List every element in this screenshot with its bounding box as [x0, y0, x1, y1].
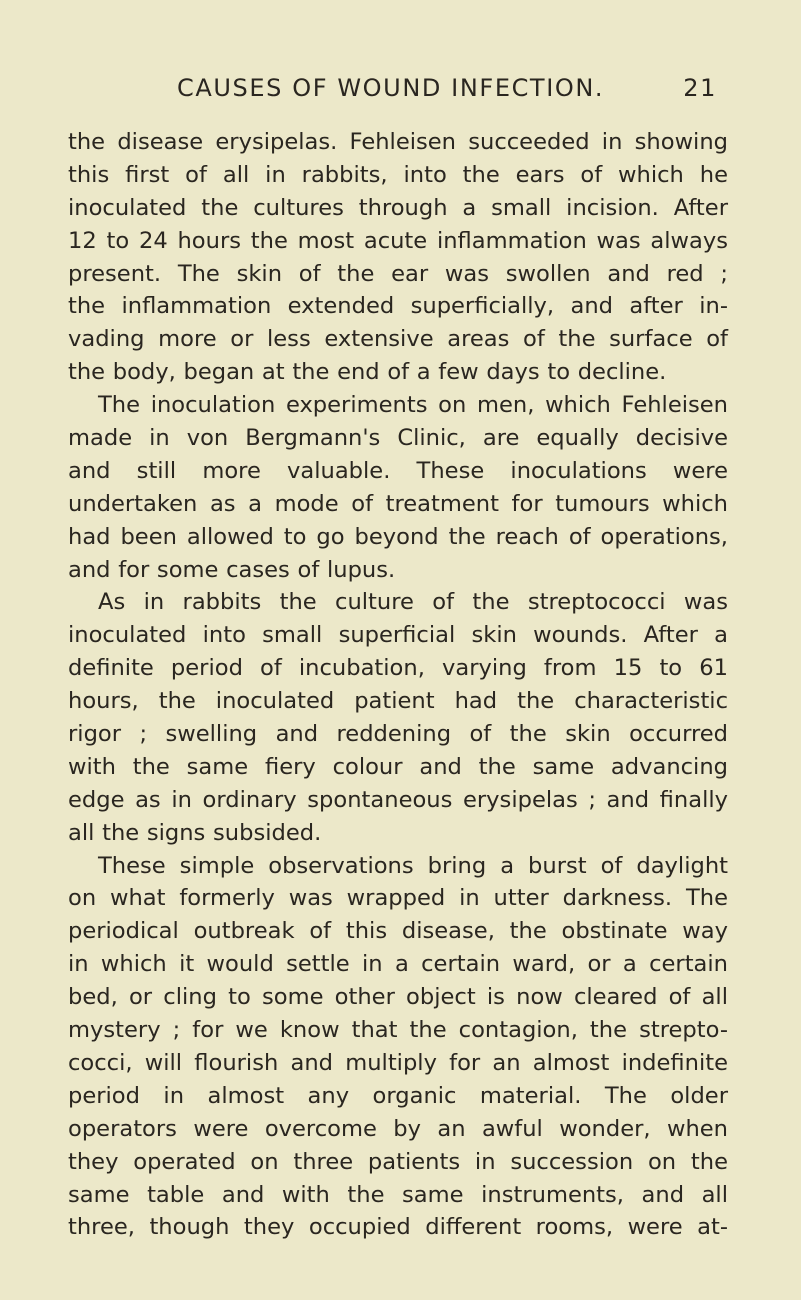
text-line: the inflammation extended superficially, and after in-: [68, 293, 728, 320]
chapter-title: CAUSES OF WOUND INFECTION.: [177, 74, 605, 102]
text-line: definite period of incubation, varying from 15 to 61: [68, 655, 728, 682]
text-line: with the same fiery colour and the same advancing: [68, 753, 728, 780]
text-line: same table and with the same instruments, and all: [68, 1181, 728, 1208]
text-line: cocci, will flourish and multiply for an almost indefinite: [68, 1049, 728, 1076]
text-line: all the signs subsided.: [68, 819, 322, 846]
text-line: and still more valuable. These inoculations were: [68, 457, 728, 484]
text-line: inoculated the cultures through a small incision. After: [68, 194, 728, 221]
text-line: period in almost any organic material. The older: [68, 1082, 728, 1109]
text-line: vading more or less extensive areas of the surface of: [68, 326, 728, 353]
body-text: [68, 126, 728, 1244]
text-line: undertaken as a mode of treatment for tumours which: [68, 490, 728, 517]
text-line: this first of all in rabbits, into the ears of which he: [68, 161, 728, 188]
text-line: 12 to 24 hours the most acute inflammation was always: [68, 227, 728, 254]
text-line: periodical outbreak of this disease, the obstinate way: [68, 918, 728, 945]
text-line: they operated on three patients in succession on the: [68, 1148, 728, 1175]
paragraph-first-line: The inoculation experiments on men, which Fehleisen: [98, 392, 728, 419]
paragraph-first-line: These simple observations bring a burst of daylight: [98, 852, 728, 879]
text-line: mystery ; for we know that the contagion, the strepto-: [68, 1017, 728, 1044]
text-line: bed, or cling to some other object is now cleared of all: [68, 984, 728, 1011]
text-line: and for some cases of lupus.: [68, 556, 396, 583]
text-line: operators were overcome by an awful wonder, when: [68, 1115, 728, 1142]
paragraph-first-line: As in rabbits the culture of the streptococci was: [98, 589, 728, 616]
text-line: three, though they occupied different rooms, were at-: [68, 1214, 728, 1241]
text-line: made in von Bergmann's Clinic, are equally decisive: [68, 425, 728, 452]
text-line: edge as in ordinary spontaneous erysipelas ; and finally: [68, 786, 728, 813]
page-number: 21: [683, 74, 717, 102]
text-line: had been allowed to go beyond the reach of operations,: [68, 523, 728, 550]
text-line: present. The skin of the ear was swollen and red ;: [68, 260, 728, 287]
text-line: the body, began at the end of a few days to decline.: [68, 359, 667, 386]
text-line: inoculated into small superficial skin wounds. After a: [68, 622, 728, 649]
text-line: rigor ; swelling and reddening of the skin occurred: [68, 721, 728, 748]
text-line: the disease erysipelas. Fehleisen succeeded in showing: [68, 129, 728, 155]
running-head: [177, 74, 717, 106]
text-line: hours, the inoculated patient had the characteristic: [68, 688, 728, 715]
text-line: on what formerly was wrapped in utter darkness. The: [68, 885, 728, 912]
text-line: in which it would settle in a certain ward, or a certain: [68, 951, 728, 978]
